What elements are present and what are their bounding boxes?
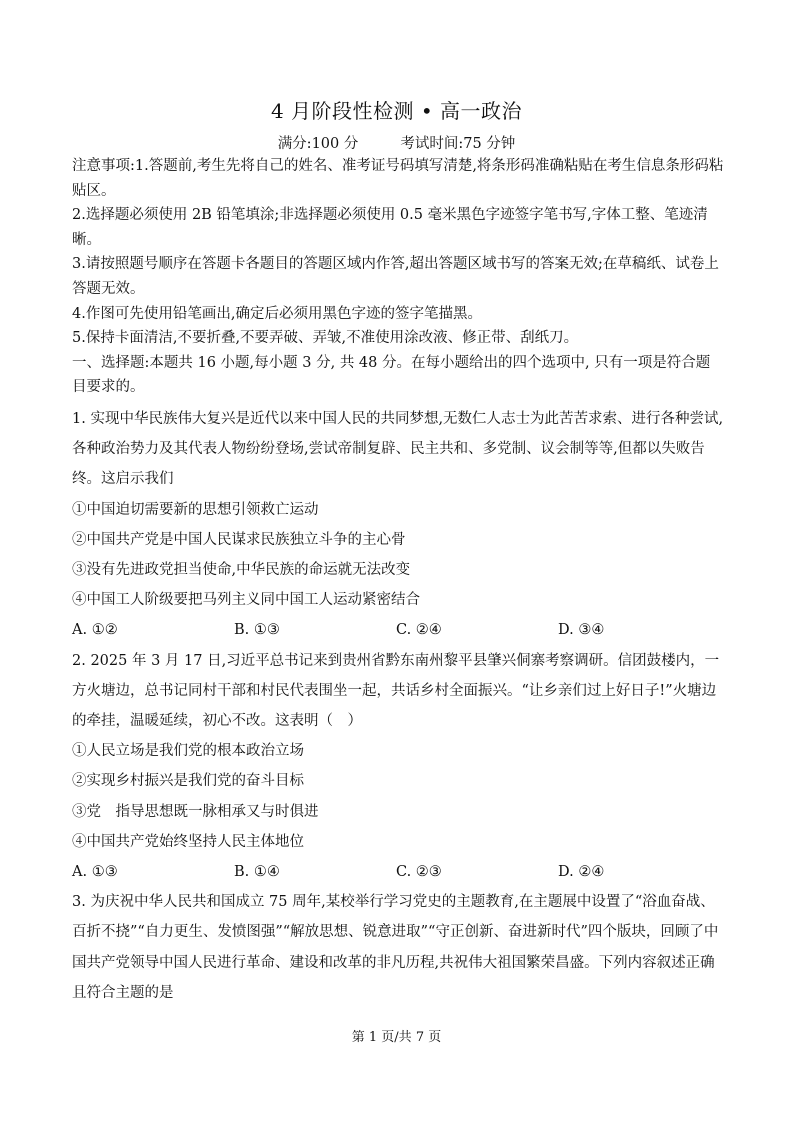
choice-a: A. ①②	[72, 622, 118, 639]
choice-a: A. ①③	[72, 863, 118, 880]
question-1	[72, 404, 724, 646]
question-option: ④中国共产党始终坚持人民主体地位	[72, 833, 304, 850]
question-option: ④中国工人阶级要把马列主义同中国工人运动紧密结合	[72, 592, 420, 609]
question-option: ①人民立场是我们党的根本政治立场	[72, 743, 304, 760]
answer-choices	[72, 615, 724, 645]
notice-block	[72, 154, 724, 351]
question-option: ①中国迫切需要新的思想引领救亡运动	[72, 501, 319, 518]
notice-item: 2.选择题必须使用 2B 铅笔填涂;非选择题必须使用 0.5 毫米黑色字迹签字笔书写,字体工整、笔迹清晰。	[72, 207, 708, 248]
choice-b: B. ①④	[234, 863, 280, 880]
choice-c: C. ②④	[396, 622, 442, 639]
question-option: ②实现乡村振兴是我们党的奋斗目标	[72, 773, 304, 790]
question-stem: 3. 为庆祝中华人民共和国成立 75 周年,某校举行学习党史的主题教育,在主题展中设置了“浴血奋战、百折不挠”“自力更生、发愤图强”“解放思想、锐意进取”“守正创新、奋进新时代”四个版块，回顾了中国共产党领导中国人民进行革命、建设和改革的非凡历程,共祝伟大祖国繁荣昌盛。下列内容叙述正确且符合主题的是	[72, 894, 719, 1001]
question-option: ③党 指导思想既一脉相承又与时俱进	[72, 803, 319, 820]
choice-d: D. ②④	[558, 863, 605, 880]
choice-d: D. ③④	[558, 622, 605, 639]
page-title: 4 月阶段性检测 • 高一政治	[270, 99, 523, 123]
notice-item: 5.保持卡面清洁,不要折叠,不要弄破、弄皱,不准使用涂改液、修正带、刮纸刀。	[72, 330, 579, 347]
full-score: 满分:100 分	[277, 136, 359, 152]
notice-item: 4.作图可先使用铅笔画出,确定后必须用黑色字迹的签字笔描黑。	[72, 305, 482, 322]
notice-item: 注意事项:1.答题前,考生先将自己的姓名、准考证号码填写清楚,将条形码准确粘贴在考生信息条形码粘贴区。	[72, 158, 724, 199]
choice-c: C. ②③	[396, 863, 442, 880]
notice-item: 3.请按照题号顺序在答题卡各题目的答题区域内作答,超出答题区域书写的答案无效;在草稿纸、试卷上答题无效。	[72, 256, 719, 297]
question-option: ③没有先进政党担当使命,中华民族的命运就无法改变	[72, 561, 411, 578]
question-option: ②中国共产党是中国人民谋求民族独立斗争的主心骨	[72, 531, 406, 548]
exam-meta	[0, 132, 793, 153]
exam-time: 考试时间:75 分钟	[400, 136, 516, 152]
exam-content	[72, 154, 724, 1008]
choice-b: B. ①③	[234, 622, 280, 639]
answer-choices	[72, 857, 724, 887]
page-number: 第 1 页/共 7 页	[351, 1030, 442, 1045]
question-stem: 1. 实现中华民族伟大复兴是近代以来中国人民的共同梦想,无数仁人志士为此苦苦求索、进行各种尝试,各种政治势力及其代表人物纷纷登场,尝试帝制复辟、民主共和、多党制、议会制等等,但都以失败告终。这启示我们	[72, 410, 724, 488]
section-heading: 一、选择题:本题共 16 小题,每小题 3 分, 共 48 分。在每小题给出的四个选项中, 只有一项是符合题目要求的。	[72, 354, 711, 396]
question-stem: 2. 2025 年 3 月 17 日,习近平总书记来到贵州省黔东南州黎平县肇兴侗寨考察调研。信团鼓楼内，一方火塘边，总书记同村干部和村民代表围坐一起，共话乡村全面振兴。“让乡亲们过上好日子!”火塘边的牵挂，温暖延续，初心不改。这表明（ ）	[72, 652, 720, 729]
question-3	[72, 887, 724, 1008]
question-2	[72, 646, 724, 888]
